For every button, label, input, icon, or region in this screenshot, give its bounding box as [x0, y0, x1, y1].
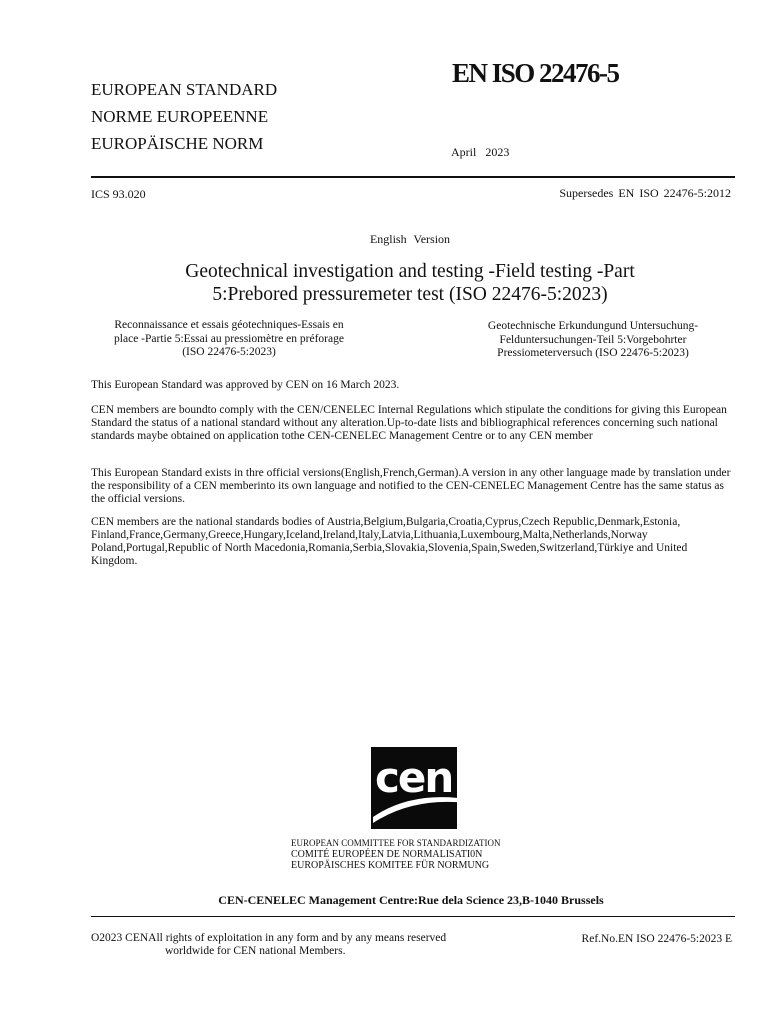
reference-number: Ref.No.EN ISO 22476-5:2023 E [581, 933, 732, 945]
official-versions-paragraph: This European Standard exists in thre official versions(English,French,German).A version in any other language made by translation under the responsibility of a CEN memberinto its own language and notified to the CEN-CENELEC Management Centre has the same status as the official versions. [91, 467, 731, 505]
approval-paragraph: This European Standard was approved by CEN on 16 March 2023. [91, 379, 400, 391]
standard-name-english: EUROPEAN STANDARD [91, 80, 278, 99]
committee-name-french: COMITÉ EUROPÉEN DE NORMALISATI0N [291, 849, 483, 860]
copyright-line-1: O2023 CENAll rights of exploitation in any form and by any means reserved [91, 932, 447, 944]
cen-logo-icon [371, 747, 457, 829]
version-label: English Version [369, 232, 451, 246]
standard-name-german: EUROPÄISCHE NORM [91, 134, 264, 153]
committee-names [291, 838, 501, 871]
french-title [95, 319, 363, 360]
standard-name-french: NORME EUROPEENNE [91, 107, 269, 126]
document-title [120, 260, 700, 306]
title-line-1: Geotechnical investigation and testing -Field testing -Part [185, 261, 635, 282]
standard-type-names [91, 76, 277, 157]
logo-wordmark: cen [375, 753, 453, 802]
title-line-2: 5:Prebored pressuremeter test (ISO 22476-5:2023) [212, 284, 608, 305]
copyright-notice [91, 932, 446, 958]
committee-name-english: EUROPEAN COMMITTEE FOR STANDARDIZATION [291, 838, 501, 848]
standard-number: EN ISO 22476-5 [452, 58, 619, 88]
header-divider [91, 176, 735, 178]
german-title-line-2: Felduntersuchungen-Teil 5:Vorgebohrter [499, 333, 687, 346]
footer-divider [91, 916, 735, 917]
obligations-paragraph: CEN members are boundto comply with the CEN/CENELEC Internal Regulations which stipulate the conditions for giving this European Standard the status of a national standard without any alteration.Up-to-date lists and bibliographical references concerning such national standards maybe obtained on application tothe CEN-CENELEC Management Centre or to any CEN member [91, 404, 727, 442]
german-title-line-3: Pressiometerversuch (ISO 22476-5:2023) [497, 347, 689, 359]
committee-name-german: EUROPÄISCHES KOMITEE FÜR NORMUNG [291, 860, 490, 871]
supersedes-note: Supersedes EN ISO 22476-5:2012 [559, 186, 731, 200]
copyright-line-2: worldwide for CEN national Members. [165, 945, 346, 957]
french-title-line-1: Reconnaissance et essais géotechniques-Essais en [114, 319, 344, 331]
publication-date: April 2023 [451, 145, 510, 159]
german-title-line-1: Geotechnische Erkundungund Untersuchung- [487, 320, 699, 332]
german-title [462, 320, 724, 361]
members-paragraph: CEN members are the national standards bodies of Austria,Belgium,Bulgaria,Croatia,Cyprus,Czech Republic,Denmark,Estonia, Finland,France,Germany,Greece,Hungary,Iceland,Ireland,Italy,Latvia,Lithuania,Luxembourg,Malta,Netherlands,Norway Poland,Portugal,Republic of North Macedonia,Romania,Serbia,Slovakia,Slovenia,Spain,Sweden,Switzerland,Türkiye and United Kingdom. [91, 516, 688, 567]
french-title-line-3: (ISO 22476-5:2023) [182, 346, 276, 358]
french-title-line-2: place -Partie 5:Essai au pressiomètre en préforage [114, 332, 344, 345]
ics-code: ICS 93.020 [91, 187, 146, 201]
management-centre-address: CEN-CENELEC Management Centre:Rue dela Science 23,B-1040 Brussels [218, 893, 604, 907]
